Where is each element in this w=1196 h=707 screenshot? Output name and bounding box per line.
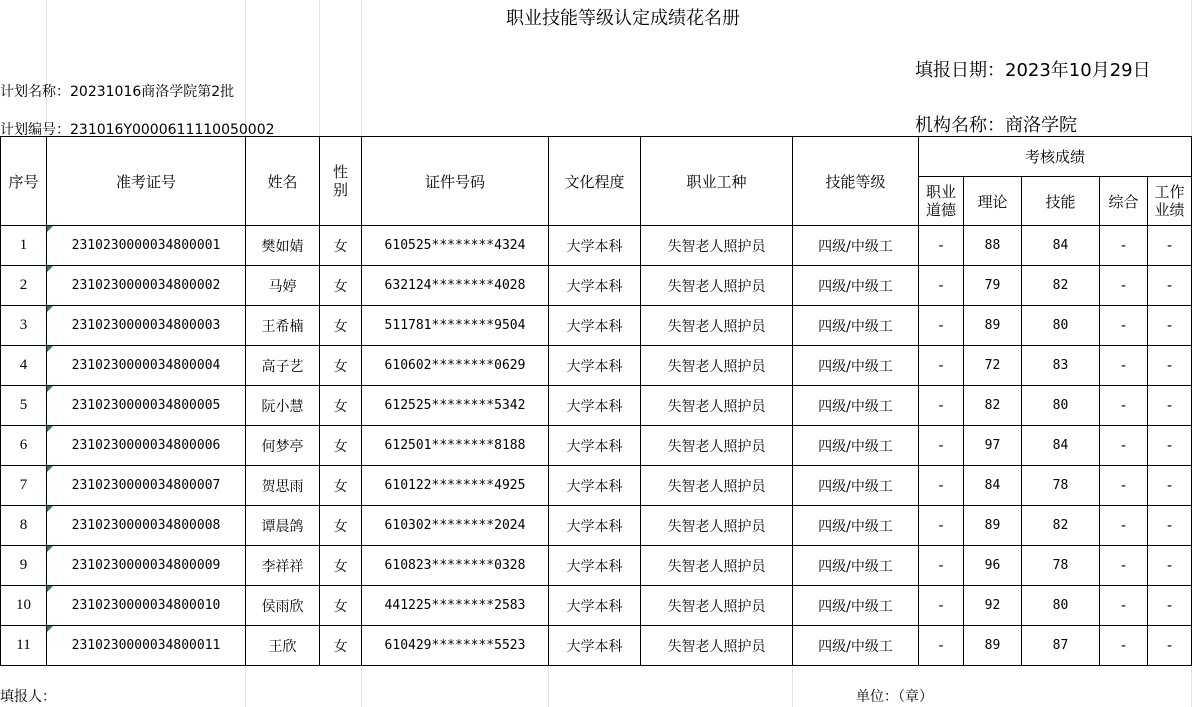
- cell-level: 四级/中级工: [793, 226, 919, 266]
- plan-number: 计划编号：231016Y0000611110050002: [0, 122, 275, 138]
- cell-id-no: 610302********2024: [362, 506, 549, 546]
- cell-theory: 97: [964, 426, 1022, 466]
- cell-education: 大学本科: [549, 346, 641, 386]
- cell-work: -: [1148, 586, 1192, 626]
- table-row: [1, 426, 1192, 466]
- header-theory: 理论: [964, 177, 1022, 226]
- cell-name: 侯雨欣: [246, 586, 320, 626]
- cell-skill: 80: [1022, 586, 1100, 626]
- cell-id-no: 610823********0328: [362, 546, 549, 586]
- cell-id-no: 610122********4925: [362, 466, 549, 506]
- cell-work: -: [1148, 546, 1192, 586]
- cell-skill: 83: [1022, 346, 1100, 386]
- cell-ethics: -: [919, 586, 964, 626]
- cell-name: 何梦亭: [246, 426, 320, 466]
- cell-theory: 88: [964, 226, 1022, 266]
- cell-theory: 72: [964, 346, 1022, 386]
- cell-level: 四级/中级工: [793, 266, 919, 306]
- cell-occupation: 失智老人照护员: [641, 306, 793, 346]
- cell-gender: 女: [320, 346, 362, 386]
- cell-id-no: 612525********5342: [362, 386, 549, 426]
- cell-occupation: 失智老人照护员: [641, 426, 793, 466]
- cell-occupation: 失智老人照护员: [641, 626, 793, 666]
- cell-ethics: -: [919, 226, 964, 266]
- cell-education: 大学本科: [549, 266, 641, 306]
- cell-theory: 89: [964, 626, 1022, 666]
- cell-work: -: [1148, 266, 1192, 306]
- table-row: [1, 346, 1192, 386]
- header-overall: 综合: [1100, 177, 1148, 226]
- cell-overall: -: [1100, 626, 1148, 666]
- cell-occupation: 失智老人照护员: [641, 466, 793, 506]
- cell-name: 王欣: [246, 626, 320, 666]
- cell-gender: 女: [320, 586, 362, 626]
- cell-seq: 5: [1, 386, 47, 426]
- cell-work: -: [1148, 306, 1192, 346]
- cell-exam-no: 2310230000034800004: [47, 346, 246, 386]
- cell-level: 四级/中级工: [793, 306, 919, 346]
- filler-label: 填报人：: [0, 689, 56, 705]
- cell-level: 四级/中级工: [793, 346, 919, 386]
- cell-work: -: [1148, 626, 1192, 666]
- cell-education: 大学本科: [549, 546, 641, 586]
- cell-occupation: 失智老人照护员: [641, 226, 793, 266]
- table-row: [1, 626, 1192, 666]
- table-header: [1, 137, 1192, 226]
- header-skill: 技能: [1022, 177, 1100, 226]
- cell-skill: 84: [1022, 426, 1100, 466]
- cell-occupation: 失智老人照护员: [641, 266, 793, 306]
- cell-name: 谭晨鸽: [246, 506, 320, 546]
- cell-seq: 7: [1, 466, 47, 506]
- cell-work: -: [1148, 226, 1192, 266]
- cell-id-no: 441225********2583: [362, 586, 549, 626]
- cell-level: 四级/中级工: [793, 466, 919, 506]
- cell-education: 大学本科: [549, 226, 641, 266]
- cell-theory: 96: [964, 546, 1022, 586]
- cell-id-no: 610429********5523: [362, 626, 549, 666]
- cell-gender: 女: [320, 226, 362, 266]
- cell-skill: 80: [1022, 306, 1100, 346]
- cell-overall: -: [1100, 346, 1148, 386]
- cell-exam-no: 2310230000034800010: [47, 586, 246, 626]
- cell-id-no: 632124********4028: [362, 266, 549, 306]
- cell-education: 大学本科: [549, 466, 641, 506]
- table-row: [1, 586, 1192, 626]
- cell-work: -: [1148, 346, 1192, 386]
- table-row: [1, 386, 1192, 426]
- table-row: [1, 266, 1192, 306]
- cell-overall: -: [1100, 306, 1148, 346]
- cell-theory: 79: [964, 266, 1022, 306]
- cell-seq: 11: [1, 626, 47, 666]
- cell-skill: 78: [1022, 546, 1100, 586]
- cell-education: 大学本科: [549, 586, 641, 626]
- cell-skill: 82: [1022, 266, 1100, 306]
- cell-ethics: -: [919, 546, 964, 586]
- table-row: [1, 546, 1192, 586]
- cell-ethics: -: [919, 466, 964, 506]
- cell-overall: -: [1100, 266, 1148, 306]
- plan-name: 计划名称：20231016商洛学院第2批: [0, 84, 235, 100]
- header-gender: 性别: [320, 137, 362, 226]
- cell-exam-no: 2310230000034800002: [47, 266, 246, 306]
- cell-ethics: -: [919, 386, 964, 426]
- header-exam-no: 准考证号: [47, 137, 246, 226]
- cell-exam-no: 2310230000034800006: [47, 426, 246, 466]
- header-work: 工作业绩: [1148, 177, 1192, 226]
- cell-education: 大学本科: [549, 426, 641, 466]
- gridline: [245, 667, 246, 707]
- cell-seq: 9: [1, 546, 47, 586]
- cell-seq: 8: [1, 506, 47, 546]
- cell-theory: 84: [964, 466, 1022, 506]
- cell-ethics: -: [919, 306, 964, 346]
- cell-level: 四级/中级工: [793, 586, 919, 626]
- gridline: [1191, 667, 1192, 707]
- cell-id-no: 612501********8188: [362, 426, 549, 466]
- report-date: 填报日期：2023年10月29日: [915, 60, 1151, 81]
- cell-level: 四级/中级工: [793, 546, 919, 586]
- gridline: [548, 667, 549, 707]
- cell-gender: 女: [320, 386, 362, 426]
- cell-name: 李祥祥: [246, 546, 320, 586]
- cell-id-no: 511781********9504: [362, 306, 549, 346]
- cell-level: 四级/中级工: [793, 626, 919, 666]
- cell-skill: 87: [1022, 626, 1100, 666]
- cell-name: 阮小慧: [246, 386, 320, 426]
- cell-exam-no: 2310230000034800003: [47, 306, 246, 346]
- cell-occupation: 失智老人照护员: [641, 386, 793, 426]
- score-table: [0, 136, 1192, 666]
- cell-ethics: -: [919, 426, 964, 466]
- cell-exam-no: 2310230000034800011: [47, 626, 246, 666]
- table-row: [1, 506, 1192, 546]
- cell-ethics: -: [919, 346, 964, 386]
- header-name: 姓名: [246, 137, 320, 226]
- unit-stamp-label: 单位：（章）: [856, 689, 933, 705]
- cell-ethics: -: [919, 626, 964, 666]
- cell-seq: 1: [1, 226, 47, 266]
- cell-gender: 女: [320, 626, 362, 666]
- header-id-no: 证件号码: [362, 137, 549, 226]
- cell-theory: 89: [964, 506, 1022, 546]
- header-occupation: 职业工种: [641, 137, 793, 226]
- header-education: 文化程度: [549, 137, 641, 226]
- cell-skill: 80: [1022, 386, 1100, 426]
- cell-overall: -: [1100, 226, 1148, 266]
- cell-level: 四级/中级工: [793, 506, 919, 546]
- cell-gender: 女: [320, 426, 362, 466]
- cell-work: -: [1148, 506, 1192, 546]
- cell-gender: 女: [320, 306, 362, 346]
- cell-education: 大学本科: [549, 506, 641, 546]
- cell-exam-no: 2310230000034800007: [47, 466, 246, 506]
- cell-theory: 82: [964, 386, 1022, 426]
- cell-overall: -: [1100, 546, 1148, 586]
- cell-skill: 78: [1022, 466, 1100, 506]
- cell-work: -: [1148, 426, 1192, 466]
- cell-theory: 92: [964, 586, 1022, 626]
- cell-exam-no: 2310230000034800009: [47, 546, 246, 586]
- cell-overall: -: [1100, 426, 1148, 466]
- cell-occupation: 失智老人照护员: [641, 586, 793, 626]
- cell-overall: -: [1100, 466, 1148, 506]
- org-name: 机构名称：商洛学院: [915, 115, 1077, 136]
- cell-occupation: 失智老人照护员: [641, 546, 793, 586]
- gridline: [361, 667, 362, 707]
- cell-overall: -: [1100, 506, 1148, 546]
- cell-seq: 6: [1, 426, 47, 466]
- cell-work: -: [1148, 466, 1192, 506]
- cell-exam-no: 2310230000034800008: [47, 506, 246, 546]
- cell-name: 马婷: [246, 266, 320, 306]
- cell-skill: 84: [1022, 226, 1100, 266]
- cell-education: 大学本科: [549, 306, 641, 346]
- cell-ethics: -: [919, 266, 964, 306]
- cell-level: 四级/中级工: [793, 426, 919, 466]
- document-title: 职业技能等级认定成绩花名册: [506, 8, 740, 29]
- cell-id-no: 610525********4324: [362, 226, 549, 266]
- cell-ethics: -: [919, 506, 964, 546]
- cell-gender: 女: [320, 546, 362, 586]
- table-row: [1, 466, 1192, 506]
- cell-gender: 女: [320, 506, 362, 546]
- gridline: [792, 667, 793, 707]
- header-ethics: 职业道德: [919, 177, 964, 226]
- cell-occupation: 失智老人照护员: [641, 506, 793, 546]
- cell-skill: 82: [1022, 506, 1100, 546]
- table-row: [1, 226, 1192, 266]
- table-row: [1, 306, 1192, 346]
- table-body: [1, 226, 1192, 666]
- header-seq: 序号: [1, 137, 47, 226]
- cell-name: 高子艺: [246, 346, 320, 386]
- cell-seq: 4: [1, 346, 47, 386]
- cell-education: 大学本科: [549, 626, 641, 666]
- cell-work: -: [1148, 386, 1192, 426]
- cell-name: 樊如婧: [246, 226, 320, 266]
- cell-id-no: 610602********0629: [362, 346, 549, 386]
- cell-seq: 3: [1, 306, 47, 346]
- cell-gender: 女: [320, 266, 362, 306]
- cell-exam-no: 2310230000034800001: [47, 226, 246, 266]
- cell-name: 王希楠: [246, 306, 320, 346]
- cell-overall: -: [1100, 386, 1148, 426]
- cell-occupation: 失智老人照护员: [641, 346, 793, 386]
- cell-theory: 89: [964, 306, 1022, 346]
- cell-name: 贺思雨: [246, 466, 320, 506]
- cell-seq: 10: [1, 586, 47, 626]
- cell-overall: -: [1100, 586, 1148, 626]
- header-level: 技能等级: [793, 137, 919, 226]
- cell-education: 大学本科: [549, 386, 641, 426]
- cell-seq: 2: [1, 266, 47, 306]
- header-scores-group: 考核成绩: [919, 137, 1192, 177]
- cell-gender: 女: [320, 466, 362, 506]
- cell-exam-no: 2310230000034800005: [47, 386, 246, 426]
- cell-level: 四级/中级工: [793, 386, 919, 426]
